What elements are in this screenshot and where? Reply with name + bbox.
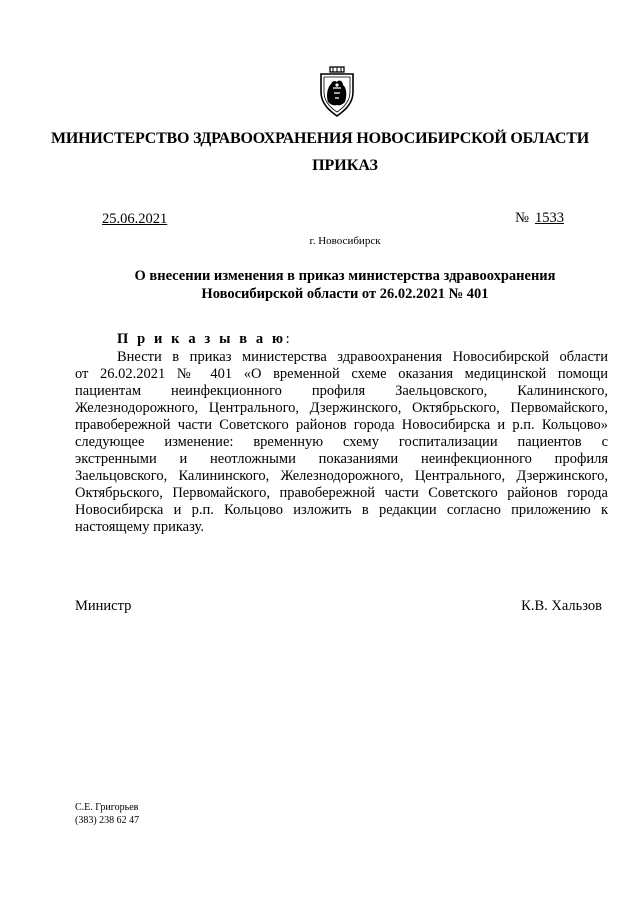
order-word-text: П р и к а з ы в а ю — [117, 331, 286, 347]
body-line: правобережной части Советского районов города Новосибирска и р.п. Кольцово» — [75, 417, 608, 433]
number-sign: № — [515, 210, 529, 226]
ministry-name: МИНИСТЕРСТВО ЗДРАВООХРАНЕНИЯ НОВОСИБИРСКОЙ ОБЛАСТИ — [51, 130, 589, 147]
contact-block — [75, 801, 139, 827]
order-number — [515, 210, 564, 227]
body-line: Внести в приказ министерства здравоохранения Новосибирской области — [117, 349, 608, 365]
contact-phone: (383) 238 62 47 — [75, 815, 140, 826]
body-line: пациентам неинфекционного профиля Заельцовского, Калининского, — [75, 383, 608, 399]
number-value: 1533 — [535, 210, 564, 226]
city: г. Новосибирск — [309, 235, 381, 247]
signer-name: К.В. Хальзов — [521, 598, 602, 614]
order-subject — [50, 267, 640, 303]
body-line: настоящему приказу. — [75, 519, 204, 535]
subject-line: Новосибирской области от 26.02.2021 № 401 — [201, 286, 489, 302]
contact-name: С.Е. Григорьев — [75, 802, 139, 813]
order-body — [75, 349, 608, 536]
body-line: от 26.02.2021 № 401 «О временной схеме оказания медицинской помощи — [75, 366, 608, 382]
body-line: Октябрьского, Первомайского, правобережной части Советского районов города — [75, 485, 608, 501]
coat-of-arms-icon — [317, 66, 357, 118]
body-line: Новосибирска и р.п. Кольцово изложить в редакции согласно приложению к — [75, 502, 608, 518]
order-date: 25.06.2021 — [102, 211, 168, 227]
body-line: экстренными и неотложными показаниями неинфекционного профиля — [75, 451, 608, 467]
body-line: Заельцовского, Калининского, Железнодорожного, Центрального, Дзержинского, — [75, 468, 608, 484]
order-word — [117, 331, 290, 348]
body-line: Железнодорожного, Центрального, Дзержинского, Октябрьского, Первомайского, — [75, 400, 608, 416]
document-type: ПРИКАЗ — [312, 157, 378, 174]
body-line: следующее изменение: временную схему госпитализации пациентов с — [75, 434, 608, 450]
signer-position: Министр — [75, 598, 132, 614]
order-word-colon: : — [285, 331, 290, 347]
subject-line: О внесении изменения в приказ министерства здравоохранения — [134, 268, 556, 284]
